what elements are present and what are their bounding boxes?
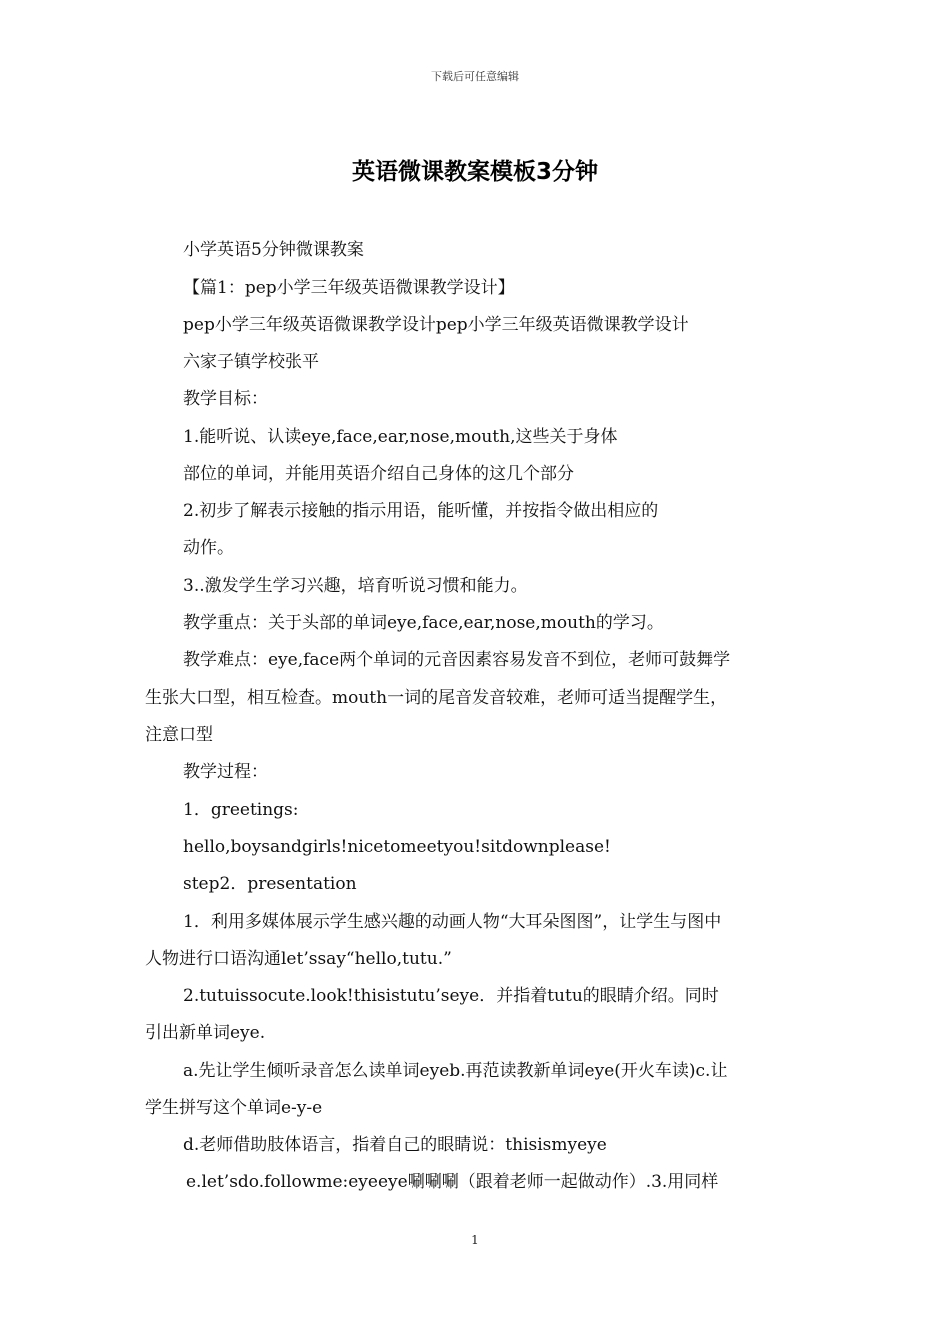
body-line: 2.初步了解表示接触的指示用语，能听懂，并按指令做出相应的 <box>183 501 659 521</box>
body-line: 生张大口型，相互检查。mouth一词的尾音发音较难，老师可适当提醒学生， <box>145 688 728 708</box>
body-line: pep小学三年级英语微课教学设计pep小学三年级英语微课教学设计 <box>183 315 689 335</box>
body-line: 教学目标： <box>183 389 268 409</box>
header-note: 下载后可任意编辑 <box>431 70 519 83</box>
body-line: a.先让学生倾听录音怎么读单词eyeb.再范读教新单词eye(开火车读)c.让 <box>183 1061 728 1081</box>
body-line: 2.tutuissocute.look!thisistutu’seye．并指着tutu的眼睛介绍。同时 <box>183 986 719 1006</box>
body-line: 教学难点：eye,face两个单词的元音因素容易发音不到位，老师可鼓舞学 <box>183 650 731 670</box>
body-line: 部位的单词，并能用英语介绍自己身体的这几个部分 <box>183 464 574 484</box>
body-line: 教学重点：关于头部的单词eye,face,ear,nose,mouth的学习。 <box>183 613 664 633</box>
body-line: hello,boysandgirls!nicetomeetyou!sitdownplease! <box>183 837 611 857</box>
body-line: step2．presentation <box>183 874 357 894</box>
body-line: 1．利用多媒体展示学生感兴趣的动画人物“大耳朵图图”，让学生与图中 <box>183 912 722 932</box>
body-line: 教学过程： <box>183 762 268 782</box>
body-line: 【篇1：pep小学三年级英语微课教学设计】 <box>183 278 515 298</box>
body-line: 注意口型 <box>145 725 213 745</box>
body-line: 1.能听说、认读eye,face,ear,nose,mouth,这些关于身体 <box>183 427 618 447</box>
body-line: d.老师借助肢体语言，指着自己的眼睛说：thisismyeye <box>183 1135 607 1155</box>
body-line: 动作。 <box>183 538 234 558</box>
page-number: 1 <box>471 1233 479 1247</box>
body-line: 3..激发学生学习兴趣，培育听说习惯和能力。 <box>183 576 528 596</box>
document-title: 英语微课教案模板3分钟 <box>351 159 598 185</box>
body-line: 六家子镇学校张平 <box>183 352 319 372</box>
body-line: 学生拼写这个单词e-y-e <box>145 1098 323 1118</box>
body-line: 1．greetings: <box>183 800 299 820</box>
body-line: 引出新单词eye. <box>145 1023 266 1043</box>
body-line: 小学英语5分钟微课教案 <box>183 240 364 260</box>
body-line: 人物进行口语沟通let’ssay“hello,tutu.” <box>145 949 452 969</box>
body-line: e.let’sdo.followme:eyeeye唰唰唰（跟着老师一起做动作）.3.用同样 <box>186 1172 719 1192</box>
